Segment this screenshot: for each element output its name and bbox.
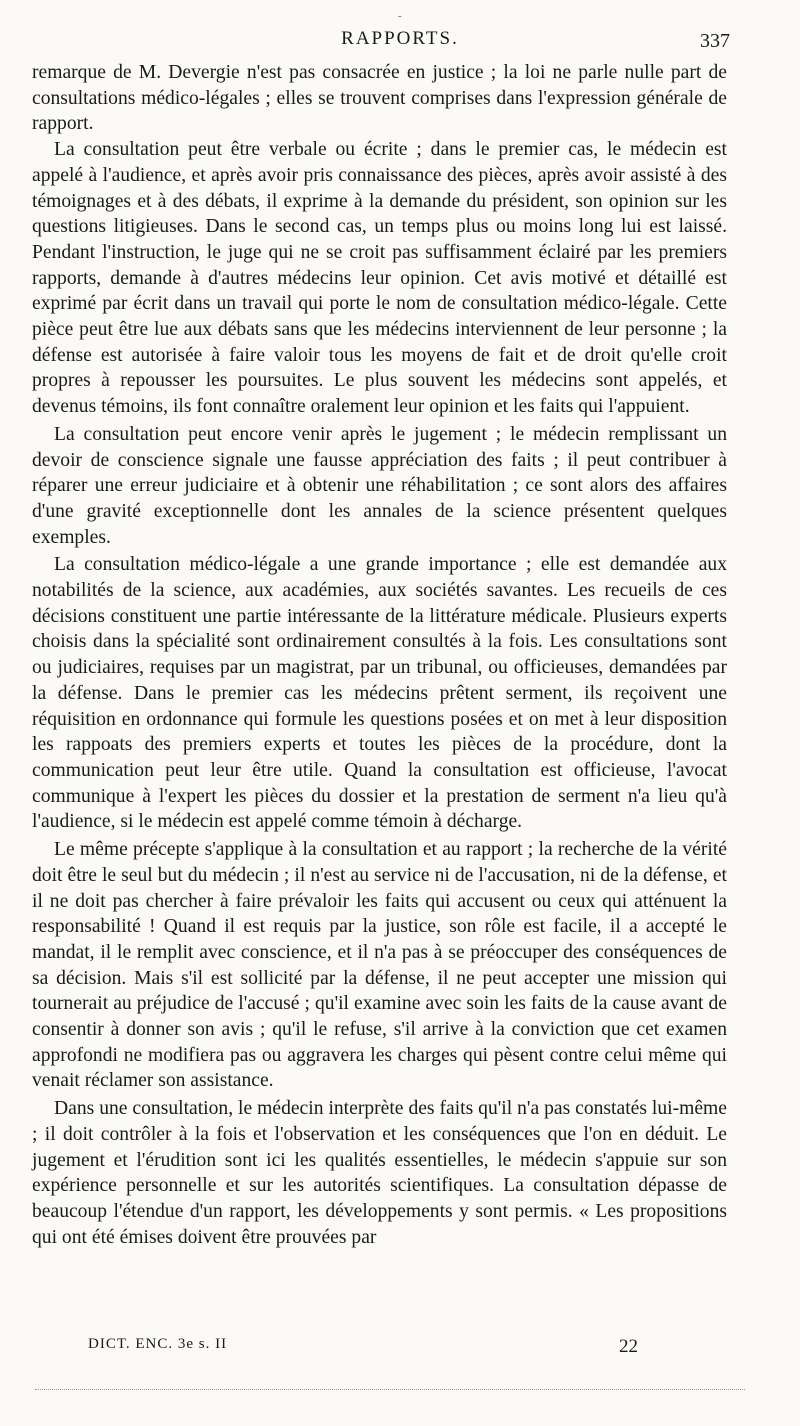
paragraph-verbal-written: La consultation peut être verbale ou écrite ; dans le premier cas, le médecin est appelé à l'audience, et après avoir pris connaissance des pièces, après avoir assisté à des témoignages et à des débats, il exprime à la demande du président, son opinion sur les questions litigieuses. Dans le second cas, un temps plus ou moins long lui est laissé. Pendant l'instruction, le juge qui ne se croit pas suffisamment éclairé par les premiers rapports, demande à d'autres médecins leur opinion. Cet avis motivé et détaillé est exprimé par écrit dans un travail qui porte le nom de consultation médico-légale. Cette pièce peut être lue aux débats sans que les médecins interviennent de leur personne ; la défense est autorisée à faire valoir tous les moyens de fait et de droit qu'elle croit propres à repousser les poursuites. Le plus souvent les médecins sont appelés, et devenus témoins, ils font connaître oralement leur opinion et les faits qui l'appuient. <box>32 139 727 418</box>
paragraph-continuation: remarque de M. Devergie n'est pas consacrée en justice ; la loi ne parle nulle part de consultations médico-légales ; elles se trouvent comprises dans l'expression générale de rapport. <box>32 62 727 135</box>
paragraph-same-precept: Le même précepte s'applique à la consultation et au rapport ; la recherche de la vérité doit être le seul but du médecin ; il n'est au service ni de l'accusation, ni de la défense, et il ne doit pas chercher à faire prévaloir les faits qui accusent ou ceux qui atténuent la responsabilité ! Quand il est requis par la justice, son rôle est facile, il a accepté le mandat, il le remplit avec conscience, et il n'a pas à se préoccuper des conséquences de sa décision. Mais s'il est sollicité par la défense, il ne peut accepter une mission qui tournerait au préjudice de l'accusé ; qu'il examine avec soin les faits de la cause avant de consentir à donner son avis ; qu'il le refuse, s'il arrive à la conviction que cet examen approfondi ne modifiera pas ou aggravera les charges qui pèsent contre celui même qui venait réclamer son assistance. <box>32 839 727 1092</box>
paragraph-importance: La consultation médico-légale a une grande importance ; elle est demandée aux notabilités de la science, aux académies, aux sociétés savantes. Les recueils de ces décisions constituent une partie intéressante de la littérature médicale. Plusieurs experts choisis dans la spécialité sont ordinairement consultés à la fois. Les consultations sont ou judiciaires, requises par un magistrat, par un tribunal, ou officieuses, demandées par la défense. Dans le premier cas les médecins prêtent serment, ils reçoivent une réquisition en ordonnance qui formule les questions posées et on met à leur disposition les rappoats des premiers experts et toutes les pièces de la procédure, dont la communication peut leur être utile. Quand la consultation est officieuse, l'avocat communique à l'expert les pièces du dossier et la prestation de serment n'a lieu qu'à l'audience, si le médecin est appelé comme témoin à décharge. <box>32 554 727 833</box>
bottom-rule <box>35 1389 745 1390</box>
page-number: 337 <box>700 30 730 52</box>
page-header <box>0 10 800 52</box>
header-mark: - <box>398 10 402 22</box>
running-title: RAPPORTS. <box>341 28 459 49</box>
sheet-number: 22 <box>619 1336 638 1357</box>
printer-signature: DICT. ENC. 3e s. II <box>88 1336 228 1352</box>
paragraph-after-judgment: La consultation peut encore venir après le jugement ; le médecin remplissant un devoir de conscience signale une fausse appréciation des faits ; il peut contribuer à réparer une erreur judiciaire et à obtenir une réhabilitation ; ce sont alors des affaires d'une gravité exceptionnelle dont les annales de la science présentent quelques exemples. <box>32 423 727 548</box>
page-body <box>32 60 727 1250</box>
paragraph-interpretation: Dans une consultation, le médecin interprète des faits qu'il n'a pas constatés lui-même ; il doit contrôler à la fois et l'observation et les conséquences que l'on en déduit. Le jugement et l'érudition sont ici les qualités essentielles, le médecin s'appuie sur son expérience personnelle et sur les autorités scientifiques. La consultation dépasse de beaucoup l'étendue d'un rapport, les développements y sont permis. « Les propositions qui ont été émises doivent être prouvées par <box>32 1098 727 1248</box>
